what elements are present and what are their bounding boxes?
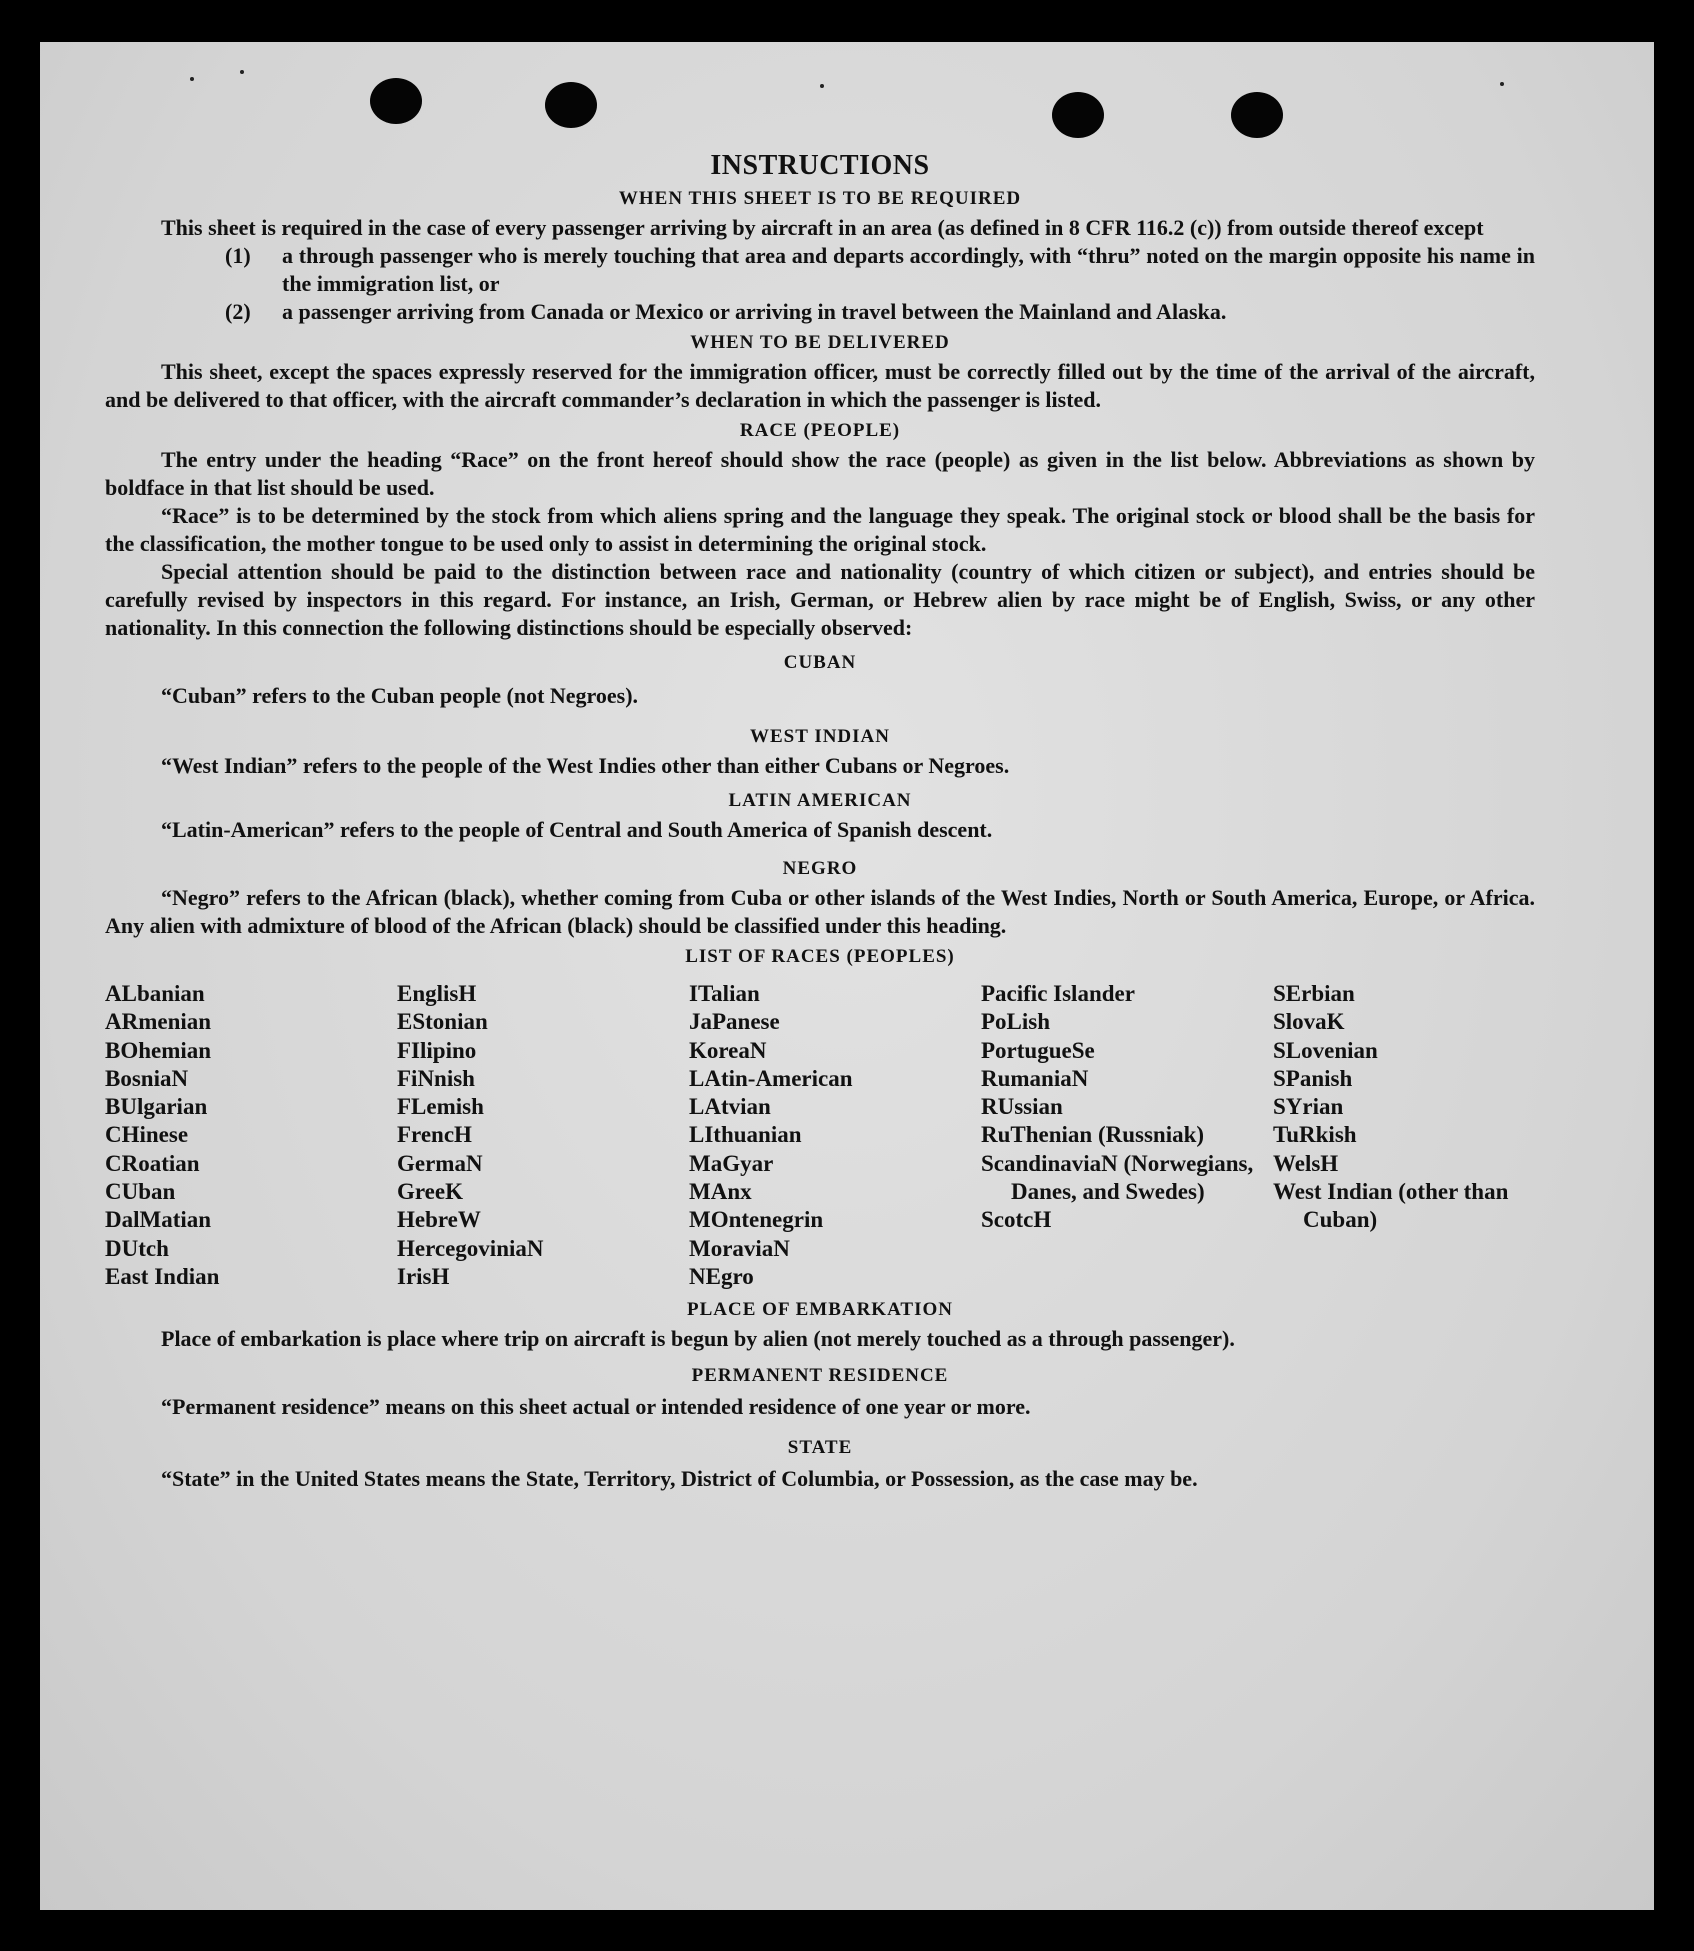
race-item: ALbanian (105, 981, 205, 1006)
section-heading: STATE (787, 1437, 853, 1459)
race-item: IrisH (397, 1263, 450, 1289)
section-heading: WEST INDIAN (750, 726, 890, 747)
race-item: FIlipino (397, 1037, 477, 1063)
paragraph: “Negro” refers to the African (black), whether coming from Cuba or other islands of the West Indies, North or South America, Europe, or Africa. Any alien with admixture of blood of the African (black) should be classified under this heading. (105, 885, 1535, 938)
race-item: CRoatian (105, 1150, 200, 1176)
punch-hole (1231, 92, 1283, 138)
section-heading: NEGRO (782, 858, 858, 879)
race-column (1273, 980, 1565, 1291)
race-item: NEgro (689, 1263, 754, 1289)
section-heading: LATIN AMERICAN (728, 790, 912, 811)
race-item: West Indian (other than Cuban) (1273, 1179, 1509, 1233)
race-item: BosniaN (105, 1065, 189, 1091)
punch-hole (370, 78, 422, 124)
race-column (689, 980, 981, 1291)
race-item: ARmenian (105, 1009, 212, 1035)
race-item: HebreW (397, 1207, 481, 1233)
section-heading: WHEN TO BE DELIVERED (690, 332, 950, 353)
section-heading: WHEN THIS SHEET IS TO BE REQUIRED (618, 188, 1022, 209)
paragraph: This sheet is required in the case of every passenger arriving by aircraft in an area (as defined in 8 CFR 116.2 (c)) from outside thereof except (161, 215, 1484, 240)
item-text: a through passenger who is merely touching that area and departs accordingly, with “thru” noted on the margin opposite his name in the immigration list, or (282, 243, 1535, 296)
race-item: RumaniaN (981, 1065, 1089, 1091)
speck (240, 70, 244, 74)
paragraph: The entry under the heading “Race” on the front hereof should show the race (people) as given in the list below. Abbreviations as shown by boldface in that list should be used. (105, 447, 1535, 500)
race-item: KoreaN (689, 1037, 767, 1063)
race-item: MOntenegrin (689, 1207, 824, 1233)
race-item: EStonian (397, 1009, 488, 1035)
race-list (105, 980, 1535, 1291)
item-number: (2) (225, 299, 251, 324)
race-item: DalMatian (105, 1207, 212, 1233)
race-item: RuThenian (Russniak) (981, 1122, 1205, 1148)
race-item: RUssian (981, 1094, 1063, 1120)
race-column (105, 980, 397, 1291)
race-item: HercegoviniaN (397, 1235, 544, 1261)
race-item: ScotcH (981, 1207, 1052, 1233)
document-page (40, 42, 1654, 1910)
race-item: MaGyar (689, 1150, 774, 1176)
race-item: FiNnish (397, 1065, 475, 1091)
race-item: LAtvian (689, 1094, 771, 1120)
race-item: DUtch (105, 1235, 169, 1261)
paragraph: “West Indian” refers to the people of the West Indies other than either Cubans or Negroes. (161, 753, 1010, 778)
paragraph: “Latin-American” refers to the people of Central and South America of Spanish descent. (161, 817, 993, 842)
race-item: MAnx (689, 1179, 752, 1205)
race-item: PoLish (981, 1009, 1051, 1035)
race-item: FrencH (397, 1122, 472, 1148)
section-heading: CUBAN (783, 652, 857, 673)
section-heading: PERMANENT RESIDENCE (691, 1365, 949, 1387)
paragraph: Place of embarkation is place where trip on aircraft is begun by alien (not merely touched as a through passenger). (161, 1326, 1235, 1352)
race-item: TuRkish (1273, 1122, 1357, 1148)
punch-hole (545, 82, 597, 128)
section-heading: PLACE OF EMBARKATION (687, 1299, 953, 1321)
race-item: LAtin-American (689, 1065, 853, 1091)
race-item: MoraviaN (689, 1235, 790, 1261)
race-item: WelsH (1273, 1150, 1339, 1176)
list-item (225, 242, 1535, 298)
race-item: SYrian (1273, 1094, 1344, 1120)
punch-hole (1052, 92, 1104, 138)
race-item: SLovenian (1273, 1037, 1378, 1063)
item-number: (1) (225, 243, 251, 268)
race-item: BOhemian (105, 1037, 212, 1063)
race-item: East Indian (105, 1263, 220, 1289)
race-item: CHinese (105, 1122, 189, 1148)
race-item: PortugueSe (981, 1037, 1095, 1063)
instructions-text (105, 150, 1535, 1493)
race-item: CUban (105, 1179, 176, 1205)
paragraph: “State” in the United States means the State, Territory, District of Columbia, or Possession, as the case may be. (161, 1466, 1198, 1492)
race-item: SlovaK (1273, 1009, 1345, 1035)
race-item: FLemish (397, 1094, 484, 1120)
list-item (225, 298, 1535, 326)
race-item: EnglisH (397, 981, 477, 1006)
race-item: JaPanese (689, 1009, 780, 1035)
race-item: GreeK (397, 1179, 463, 1205)
paragraph: “Race” is to be determined by the stock from which aliens spring and the language they speak. The original stock or blood shall be the basis for the classification, the mother tongue to be used only to assist in determining the original stock. (105, 503, 1535, 556)
race-item: Pacific Islander (981, 981, 1135, 1006)
race-item: ITalian (689, 981, 760, 1006)
item-text: a passenger arriving from Canada or Mexico or arriving in travel between the Mainland and Alaska. (282, 299, 1227, 324)
paragraph: “Cuban” refers to the Cuban people (not Negroes). (161, 683, 639, 708)
speck (820, 84, 824, 88)
race-item: GermaN (397, 1150, 483, 1176)
section-heading: LIST OF RACES (PEOPLES) (685, 946, 955, 967)
race-column (397, 980, 689, 1291)
race-item: SPanish (1273, 1065, 1353, 1091)
race-item: SErbian (1273, 981, 1355, 1006)
paragraph: This sheet, except the spaces expressly reserved for the immigration officer, must be correctly filled out by the time of the arrival of the aircraft, and be delivered to that officer, with the aircraft commander’s declaration in which the passenger is listed. (105, 359, 1535, 412)
speck (1500, 82, 1504, 86)
section-heading: RACE (PEOPLE) (739, 420, 901, 441)
race-column (981, 980, 1273, 1291)
paragraph: Special attention should be paid to the distinction between race and nationality (country of which citizen or subject), and entries should be carefully revised by inspectors in this regard. For instance, an Irish, German, or Hebrew alien by race might be of English, Swiss, or any other nationality. In this connection the following distinctions should be especially observed: (105, 559, 1535, 640)
paragraph: “Permanent residence” means on this sheet actual or intended residence of one year or more. (161, 1394, 1031, 1420)
race-item: ScandinaviaN (Norwegians, Danes, and Swedes) (981, 1150, 1254, 1205)
race-item: LIthuanian (689, 1122, 802, 1148)
speck (190, 77, 194, 81)
page-title: INSTRUCTIONS (710, 150, 930, 181)
race-item: BUlgarian (105, 1094, 208, 1120)
